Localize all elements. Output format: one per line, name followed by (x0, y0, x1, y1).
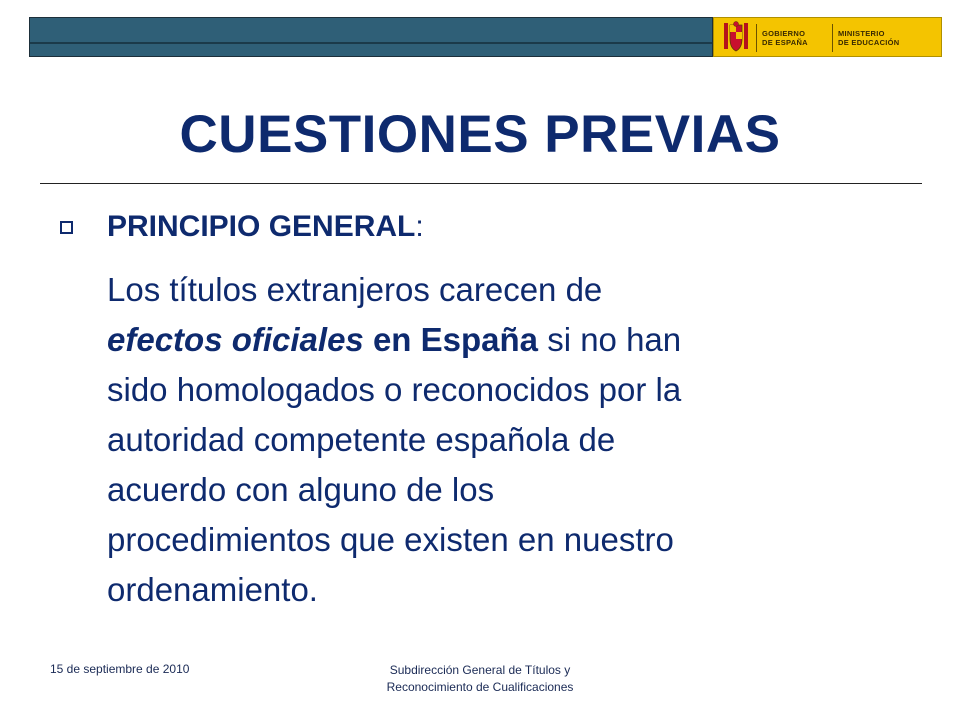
header-bar (29, 17, 713, 57)
body-line: procedimientos que existen en nuestro (107, 521, 674, 558)
body-line: acuerdo con alguno de los (107, 471, 495, 508)
logo-separator (756, 24, 757, 52)
footer-org-line: Subdirección General de Títulos y (389, 663, 571, 677)
body-space (364, 321, 373, 358)
logo-gobierno-text: GOBIERNO DE ESPAÑA (762, 29, 808, 47)
footer-org-line: Reconocimiento de Cualificaciones (386, 680, 574, 694)
body-line (107, 315, 907, 365)
title-divider (40, 183, 922, 184)
footer-date: 15 de septiembre de 2010 (50, 662, 190, 676)
heading-text: PRINCIPIO GENERAL (107, 210, 416, 243)
emphasis-bold: en España (372, 321, 539, 358)
body-line: sido homologados o reconocidos por la (107, 371, 682, 408)
body-line: ordenamiento. (107, 571, 318, 608)
logo-separator (832, 24, 833, 52)
emphasis-italic: efectos oficiales (107, 321, 364, 358)
body-line: Los títulos extranjeros carecen de (107, 271, 603, 308)
body-text: si no han (538, 321, 682, 358)
heading-colon: : (415, 210, 424, 243)
hollow-square-bullet-icon (60, 221, 73, 234)
header-bar-stripe (30, 42, 712, 44)
footer-organization (330, 662, 630, 696)
logo-ministerio-text: MINISTERIO DE EDUCACIÓN (838, 29, 900, 47)
body-line: autoridad competente española de (107, 421, 616, 458)
government-logo (713, 17, 942, 57)
body-paragraph (107, 265, 907, 615)
slide-title: CUESTIONES PREVIAS (179, 105, 781, 164)
section-heading (107, 205, 424, 249)
coat-of-arms-icon (720, 21, 752, 55)
